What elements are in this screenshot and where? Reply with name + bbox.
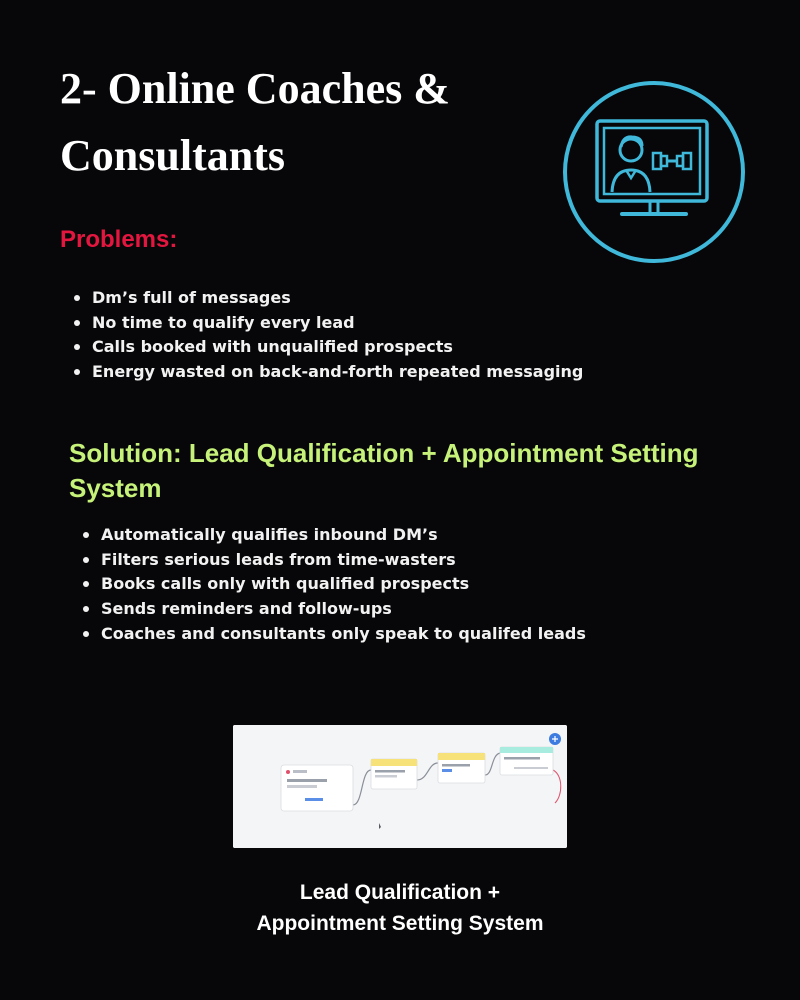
workflow-node-condition (371, 759, 417, 789)
online-coach-monitor-icon (560, 78, 748, 266)
problem-item: Dm’s full of messages (70, 286, 583, 311)
workflow-screenshot (233, 725, 567, 848)
problem-item: No time to qualify every lead (70, 311, 583, 336)
solution-item: Automatically qualifies inbound DM’s (79, 523, 586, 548)
solution-item: Sends reminders and follow-ups (79, 597, 586, 622)
workflow-node-action (438, 753, 485, 783)
problems-list (70, 286, 583, 385)
problems-heading: Problems: (60, 226, 178, 253)
solution-list (79, 523, 586, 646)
problem-item: Calls booked with unqualified prospects (70, 335, 583, 360)
workflow-caption (180, 877, 620, 939)
page-title (60, 55, 540, 189)
workflow-diagram-thumbnail (233, 725, 567, 848)
workflow-node-reply (500, 747, 553, 775)
solution-item: Coaches and consultants only speak to qualifed leads (79, 622, 586, 647)
workflow-node-trigger (281, 765, 353, 811)
problem-item: Energy wasted on back-and-forth repeated messaging (70, 360, 583, 385)
page-title-line-2: Consultants (60, 131, 285, 180)
solution-item: Books calls only with qualified prospects (79, 572, 586, 597)
caption-line-2: Appointment Setting System (256, 912, 544, 935)
caption-line-1: Lead Qualification + (299, 881, 501, 904)
page-title-line-1: 2- Online Coaches & (60, 64, 450, 113)
solution-item: Filters serious leads from time-wasters (79, 548, 586, 573)
solution-heading: Solution: Lead Qualification + Appointment Setting System (69, 438, 699, 503)
